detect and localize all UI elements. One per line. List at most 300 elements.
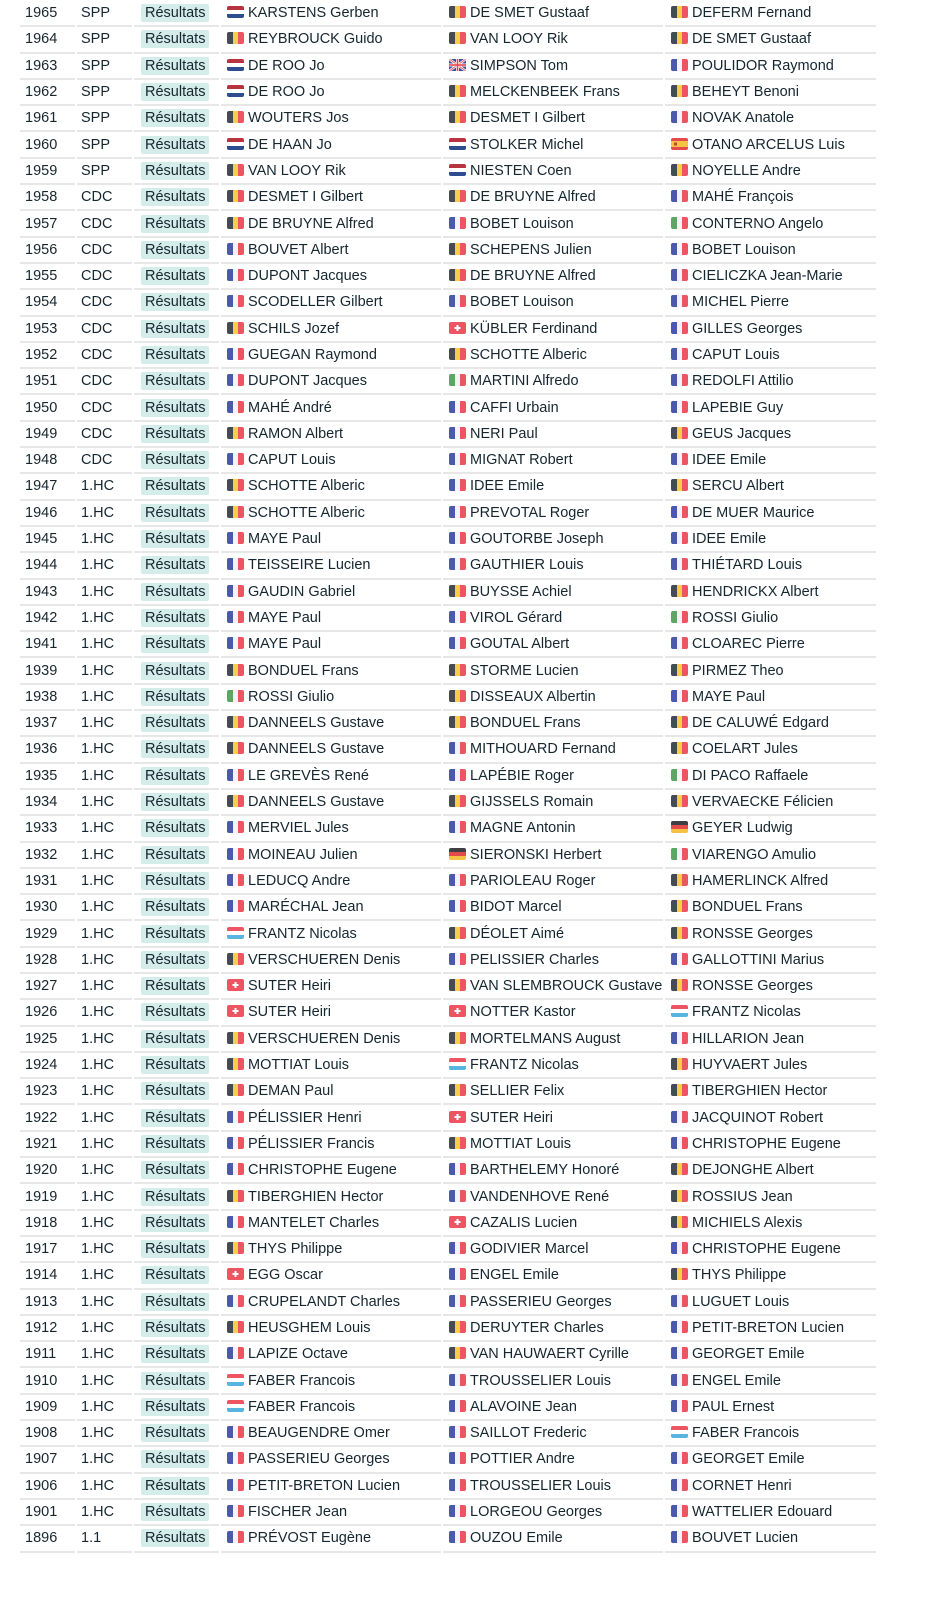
results-link[interactable]: Résultats	[141, 241, 209, 259]
rider-name-link[interactable]: VIARENGO Amulio	[692, 846, 817, 863]
results-link[interactable]: Résultats	[141, 1240, 209, 1258]
category-cell: SPP	[77, 27, 132, 53]
rider-name-link[interactable]: CIELICZKA Jean-Marie	[692, 268, 843, 285]
results-link[interactable]: Résultats	[141, 556, 209, 574]
rider-cell-rank-1	[221, 501, 441, 527]
rider-name-link[interactable]: FRANTZ Nicolas	[470, 1057, 579, 1074]
rider-name-link[interactable]: PASSERIEU Georges	[470, 1293, 612, 1310]
rider-name-link[interactable]: GOUTORBE Joseph	[470, 531, 604, 548]
rider-name-link[interactable]: SERCU Albert	[692, 478, 784, 495]
rider-name-link[interactable]: BEHEYT Benoni	[692, 84, 799, 101]
rider-name-link[interactable]: MOTTIAT Louis	[470, 1135, 571, 1152]
rider-name-link[interactable]: KARSTENS Gerben	[248, 5, 379, 22]
rider-name-link[interactable]: GEUS Jacques	[692, 425, 792, 442]
results-link[interactable]: Résultats	[141, 136, 209, 154]
results-link[interactable]: Résultats	[141, 1135, 209, 1153]
rider-name-link[interactable]: ENGEL Emile	[692, 1372, 781, 1389]
rider-name-link[interactable]: SIERONSKI Herbert	[470, 846, 602, 863]
results-link[interactable]: Résultats	[141, 1372, 209, 1390]
rider-name-link[interactable]: MAYE Paul	[692, 688, 766, 705]
rider-name-link[interactable]: TIBERGHIEN Hector	[692, 1083, 828, 1100]
rider-name-link[interactable]: IDEE Emile	[692, 452, 767, 469]
rider-name-link[interactable]: THYS Philippe	[248, 1241, 343, 1258]
france-flag-icon	[671, 1479, 688, 1491]
results-link[interactable]: Résultats	[141, 1398, 209, 1416]
rider-cell-rank-3	[665, 474, 876, 500]
rider-name-link[interactable]: DE BRUYNE Alfred	[470, 189, 596, 206]
rider-name-link[interactable]: GAUTHIER Louis	[470, 557, 584, 574]
rider-name-link[interactable]: SUTER Heiri	[470, 1109, 553, 1126]
belgium-flag-icon	[449, 190, 466, 202]
results-cell	[134, 1, 219, 27]
rider-name-link[interactable]: SCHOTTE Alberic	[470, 347, 587, 363]
results-cell	[134, 1342, 219, 1368]
rider-name-link[interactable]: LAPÉBIE Roger	[470, 767, 574, 784]
rider-name-link[interactable]: BIDOT Marcel	[470, 899, 562, 916]
results-link[interactable]: Résultats	[141, 399, 209, 417]
rider-name-link[interactable]: BONDUEL Frans	[692, 899, 803, 916]
rider-name-link[interactable]: MARTINI Alfredo	[470, 373, 579, 390]
results-link[interactable]: Résultats	[141, 530, 209, 548]
rider-name-link[interactable]: TROUSSELIER Louis	[470, 1372, 612, 1389]
rider-name-link[interactable]: FISCHER Jean	[248, 1504, 348, 1521]
rider-name-link[interactable]: GOUTAL Albert	[470, 636, 570, 653]
rider-name-link[interactable]: ROSSIUS Jean	[692, 1188, 793, 1205]
results-link[interactable]: Résultats	[141, 583, 209, 601]
results-cell	[134, 1053, 219, 1079]
results-cell	[134, 843, 219, 869]
rider-name-link[interactable]: SCODELLER Gilbert	[248, 294, 383, 311]
france-flag-icon	[227, 1111, 244, 1123]
results-link[interactable]: Résultats	[141, 1503, 209, 1521]
category-cell: 1.HC	[77, 1211, 132, 1237]
results-link[interactable]: Résultats	[141, 767, 209, 785]
rider-name-link[interactable]: IDEE Emile	[470, 478, 545, 495]
results-link[interactable]: Résultats	[141, 109, 209, 127]
results-link[interactable]: Résultats	[141, 635, 209, 653]
results-link[interactable]: Résultats	[141, 425, 209, 443]
rider-name-link[interactable]: CRUPELANDT Charles	[248, 1293, 401, 1310]
rider-name-link[interactable]: FABER Francois	[248, 1398, 356, 1415]
rider-name-link[interactable]: PETIT-BRETON Lucien	[248, 1477, 401, 1494]
results-link[interactable]: Résultats	[141, 1477, 209, 1495]
rider-name-link[interactable]: CHRISTOPHE Eugene	[692, 1135, 841, 1152]
results-cell	[134, 1263, 219, 1289]
results-table	[18, 1, 878, 1553]
results-link[interactable]: Résultats	[141, 1082, 209, 1100]
rider-name-link[interactable]: BOBET Louison	[692, 241, 796, 258]
results-link[interactable]: Résultats	[141, 504, 209, 522]
rider-name-link[interactable]: MAGNE Antonin	[470, 820, 576, 837]
results-link[interactable]: Résultats	[141, 898, 209, 916]
rider-name-link[interactable]: MOINEAU Julien	[248, 846, 358, 863]
results-cell	[134, 527, 219, 553]
rider-name-link[interactable]: JACQUINOT Robert	[692, 1109, 824, 1126]
rider-name-link[interactable]: DE BRUYNE Alfred	[248, 215, 374, 232]
rider-name-link[interactable]: PÉLISSIER Henri	[248, 1109, 362, 1126]
rider-name-link[interactable]: EGG Oscar	[248, 1267, 323, 1284]
rider-name-link[interactable]: FRANTZ Nicolas	[248, 925, 357, 942]
rider-name-link[interactable]: OTANO ARCELUS Luis	[692, 136, 845, 153]
results-link[interactable]: Résultats	[141, 714, 209, 732]
rider-name-link[interactable]: BOBET Louison	[470, 294, 574, 311]
table-row	[20, 1132, 876, 1158]
year-cell: 1960	[20, 132, 75, 158]
rider-name-link[interactable]: REDOLFI Attilio	[692, 373, 794, 390]
year-cell: 1948	[20, 448, 75, 474]
results-link[interactable]: Résultats	[141, 188, 209, 206]
rider-name-link[interactable]: SAILLOT Frederic	[470, 1425, 587, 1442]
rider-cell-rank-1	[221, 238, 441, 264]
rider-name-link[interactable]: LEDUCQ Andre	[248, 872, 351, 889]
rider-name-link[interactable]: HEUSGHEM Louis	[248, 1319, 371, 1336]
results-link[interactable]: Résultats	[141, 1161, 209, 1179]
rider-name-link[interactable]: BUYSSE Achiel	[470, 583, 572, 600]
results-cell	[134, 1000, 219, 1026]
rider-name-link[interactable]: HAMERLINCK Alfred	[692, 872, 829, 889]
rider-name-link[interactable]: THYS Philippe	[692, 1267, 787, 1284]
rider-cell-rank-1	[221, 1421, 441, 1447]
results-link[interactable]: Résultats	[141, 872, 209, 890]
rider-name-link[interactable]: DÉOLET Aimé	[470, 925, 565, 942]
results-link[interactable]: Résultats	[141, 609, 209, 627]
rider-name-link[interactable]: CHRISTOPHE Eugene	[692, 1241, 841, 1258]
rider-cell-rank-1	[221, 1395, 441, 1421]
rider-cell-rank-3	[665, 422, 876, 448]
rider-cell-rank-3	[665, 1500, 876, 1526]
rider-name-link[interactable]: VERSCHUEREN Denis	[248, 1030, 401, 1047]
results-link[interactable]: Résultats	[141, 451, 209, 469]
rider-name-link[interactable]: CAZALIS Lucien	[470, 1214, 578, 1231]
results-link[interactable]: Résultats	[141, 951, 209, 969]
rider-name-link[interactable]: MICHEL Pierre	[692, 294, 789, 311]
rider-name-link[interactable]: MANTELET Charles	[248, 1214, 380, 1231]
rider-name-link[interactable]: DE MUER Maurice	[692, 504, 815, 521]
results-link[interactable]: Résultats	[141, 1450, 209, 1468]
rider-name-link[interactable]: PASSERIEU Georges	[248, 1451, 390, 1468]
rider-name-link[interactable]: MAYE Paul	[248, 531, 322, 548]
results-link[interactable]: Résultats	[141, 1109, 209, 1127]
rider-name-link[interactable]: ROSSI Giulio	[248, 688, 335, 705]
rider-name-link[interactable]: LUGUET Louis	[692, 1293, 790, 1310]
table-row	[20, 185, 876, 211]
rider-name-link[interactable]: BOUVET Lucien	[692, 1530, 799, 1547]
rider-name-link[interactable]: DE ROO Jo	[248, 57, 325, 74]
rider-name-link[interactable]: GALLOTTINI Marius	[692, 951, 825, 968]
results-link[interactable]: Résultats	[141, 1529, 209, 1547]
rider-cell-rank-3	[665, 80, 876, 106]
rider-name-link[interactable]: TROUSSELIER Louis	[470, 1477, 612, 1494]
rider-name-link[interactable]: RAMON Albert	[248, 425, 344, 442]
results-link[interactable]: Résultats	[141, 1345, 209, 1363]
france-flag-icon	[449, 1531, 466, 1543]
rider-name-link[interactable]: MELCKENBEEK Frans	[470, 84, 620, 101]
rider-name-link[interactable]: DE CALUWÉ Edgard	[692, 715, 829, 732]
results-cell	[134, 1105, 219, 1131]
belgium-flag-icon	[449, 269, 466, 281]
rider-name-link[interactable]: VERVAECKE Félicien	[692, 794, 834, 811]
rider-name-link[interactable]: MAYE Paul	[248, 636, 322, 653]
rider-name-link[interactable]: PETIT-BRETON Lucien	[692, 1319, 845, 1336]
rider-name-link[interactable]: PAUL Ernest	[692, 1398, 775, 1415]
category-cell: 1.HC	[77, 711, 132, 737]
rider-name-link[interactable]: TIBERGHIEN Hector	[248, 1188, 384, 1205]
rider-name-link[interactable]: FABER Francois	[692, 1425, 800, 1442]
rider-name-link[interactable]: VAN LOOY Rik	[248, 162, 346, 179]
results-link[interactable]: Résultats	[141, 1030, 209, 1048]
rider-name-link[interactable]: FRANTZ Nicolas	[692, 1004, 801, 1021]
netherlands-flag-icon	[227, 59, 244, 71]
results-link[interactable]: Résultats	[141, 688, 209, 706]
results-link[interactable]: Résultats	[141, 662, 209, 680]
rider-name-link[interactable]: SCHOTTE Alberic	[248, 504, 365, 521]
rider-name-link[interactable]: THIÉTARD Louis	[692, 557, 803, 574]
rider-name-link[interactable]: HILLARION Jean	[692, 1030, 805, 1047]
table-row	[20, 317, 876, 343]
rider-name-link[interactable]: PELISSIER Charles	[470, 951, 599, 968]
rider-name-link[interactable]: VANDENHOVE René	[470, 1188, 610, 1205]
results-link[interactable]: Résultats	[141, 819, 209, 837]
rider-name-link[interactable]: RONSSE Georges	[692, 978, 813, 995]
rider-name-link[interactable]: DE SMET Gustaaf	[692, 31, 811, 48]
rider-name-link[interactable]: SCHILS Jozef	[248, 320, 340, 337]
rider-name-link[interactable]: LORGEOU Georges	[470, 1504, 603, 1521]
belgium-flag-icon	[671, 164, 688, 176]
rider-cell-rank-1	[221, 1211, 441, 1237]
rider-name-link[interactable]: CLOAREC Pierre	[692, 636, 805, 653]
rider-name-link[interactable]: PRÉVOST Eugène	[248, 1530, 372, 1547]
results-link[interactable]: Résultats	[141, 83, 209, 101]
year-cell: 1926	[20, 1000, 75, 1026]
italy-flag-icon	[671, 611, 688, 623]
rider-name-link[interactable]: MORTELMANS August	[470, 1030, 621, 1047]
results-link[interactable]: Résultats	[141, 925, 209, 943]
rider-name-link[interactable]: GILLES Georges	[692, 320, 803, 337]
rider-name-link[interactable]: DANNEELS Gustave	[248, 741, 385, 758]
rider-name-link[interactable]: PARIOLEAU Roger	[470, 872, 596, 889]
rider-name-link[interactable]: DE HAAN Jo	[248, 136, 332, 153]
rider-name-link[interactable]: SELLIER Felix	[470, 1083, 565, 1100]
rider-name-link[interactable]: TEISSEIRE Lucien	[248, 557, 371, 574]
france-flag-icon	[449, 637, 466, 649]
rider-name-link[interactable]: BONDUEL Frans	[470, 715, 581, 732]
rider-cell-rank-2	[443, 632, 663, 658]
results-link[interactable]: Résultats	[141, 977, 209, 995]
rider-name-link[interactable]: GEORGET Emile	[692, 1451, 805, 1468]
results-link[interactable]: Résultats	[141, 320, 209, 338]
results-link[interactable]: Résultats	[141, 30, 209, 48]
rider-cell-rank-1	[221, 790, 441, 816]
rider-name-link[interactable]: NOYELLE Andre	[692, 162, 801, 179]
rider-name-link[interactable]: PREVOTAL Roger	[470, 504, 590, 521]
rider-name-link[interactable]: DESMET I Gilbert	[470, 110, 585, 127]
rider-name-link[interactable]: DISSEAUX Albertin	[470, 688, 596, 705]
rider-name-link[interactable]: MAHÉ André	[248, 399, 332, 416]
rider-name-link[interactable]: CHRISTOPHE Eugene	[248, 1162, 397, 1179]
results-link[interactable]: Résultats	[141, 372, 209, 390]
results-link[interactable]: Résultats	[141, 477, 209, 495]
results-link[interactable]: Résultats	[141, 215, 209, 233]
rider-name-link[interactable]: CAPUT Louis	[692, 347, 780, 363]
rider-name-link[interactable]: LE GREVÈS René	[248, 767, 369, 784]
rider-name-link[interactable]: MERVIEL Jules	[248, 820, 349, 837]
rider-name-link[interactable]: SUTER Heiri	[248, 1004, 331, 1021]
rider-name-link[interactable]: STOLKER Michel	[470, 136, 584, 153]
rider-name-link[interactable]: GAUDIN Gabriel	[248, 583, 356, 600]
rider-cell-rank-3	[665, 1526, 876, 1552]
rider-name-link[interactable]: DESMET I Gilbert	[248, 189, 363, 206]
rider-name-link[interactable]: DANNEELS Gustave	[248, 715, 385, 732]
rider-name-link[interactable]: GEORGET Emile	[692, 1346, 805, 1363]
rider-name-link[interactable]: DUPONT Jacques	[248, 268, 367, 285]
rider-name-link[interactable]: SCHOTTE Alberic	[248, 478, 365, 495]
category-cell: 1.HC	[77, 501, 132, 527]
rider-name-link[interactable]: MIGNAT Robert	[470, 452, 573, 469]
france-flag-icon	[227, 1505, 244, 1517]
rider-name-link[interactable]: MICHIELS Alexis	[692, 1214, 803, 1231]
rider-name-link[interactable]: DUPONT Jacques	[248, 373, 367, 390]
rider-name-link[interactable]: BARTHELEMY Honoré	[470, 1162, 620, 1179]
results-link[interactable]: Résultats	[141, 57, 209, 75]
results-link[interactable]: Résultats	[141, 162, 209, 180]
results-link[interactable]: Résultats	[141, 846, 209, 864]
rider-name-link[interactable]: SIMPSON Tom	[470, 57, 569, 74]
rider-name-link[interactable]: NERI Paul	[470, 425, 538, 442]
rider-name-link[interactable]: VAN SLEMBROUCK Gustave	[470, 978, 663, 995]
rider-name-link[interactable]: SUTER Heiri	[248, 978, 331, 995]
rider-name-link[interactable]: NOVAK Anatole	[692, 110, 795, 127]
results-link[interactable]: Résultats	[141, 1188, 209, 1206]
rider-name-link[interactable]: DE SMET Gustaaf	[470, 5, 589, 22]
rider-name-link[interactable]: DEMAN Paul	[248, 1083, 334, 1100]
rider-name-link[interactable]: HUYVAERT Jules	[692, 1057, 808, 1074]
results-link[interactable]: Résultats	[141, 1266, 209, 1284]
results-link[interactable]: Résultats	[141, 1214, 209, 1232]
rider-name-link[interactable]: DE ROO Jo	[248, 84, 325, 101]
rider-name-link[interactable]: DEJONGHE Albert	[692, 1162, 814, 1179]
rider-cell-rank-3	[665, 606, 876, 632]
belgium-flag-icon	[227, 111, 244, 123]
results-link[interactable]: Résultats	[141, 4, 209, 22]
table-row	[20, 106, 876, 132]
results-link[interactable]: Résultats	[141, 793, 209, 811]
rider-name-link[interactable]: VAN LOOY Rik	[470, 31, 568, 48]
rider-name-link[interactable]: COELART Jules	[692, 741, 798, 758]
rider-name-link[interactable]: SCHEPENS Julien	[470, 241, 592, 258]
rider-name-link[interactable]: LAPIZE Octave	[248, 1346, 348, 1363]
rider-name-link[interactable]: FABER Francois	[248, 1372, 356, 1389]
rider-name-link[interactable]: BOBET Louison	[470, 215, 574, 232]
rider-name-link[interactable]: PÉLISSIER Francis	[248, 1135, 375, 1152]
rider-name-link[interactable]: CONTERNO Angelo	[692, 215, 824, 232]
rider-name-link[interactable]: KÜBLER Ferdinand	[470, 320, 598, 337]
rider-name-link[interactable]: DANNEELS Gustave	[248, 794, 385, 811]
rider-name-link[interactable]: ROSSI Giulio	[692, 609, 779, 626]
results-link[interactable]: Résultats	[141, 1319, 209, 1337]
results-cell	[134, 159, 219, 185]
rider-name-link[interactable]: OUZOU Emile	[470, 1530, 563, 1547]
rider-name-link[interactable]: GODIVIER Marcel	[470, 1241, 589, 1258]
results-link[interactable]: Résultats	[141, 740, 209, 758]
rider-name-link[interactable]: MARÉCHAL Jean	[248, 899, 364, 916]
rider-cell-rank-3	[665, 1000, 876, 1026]
year-cell: 1961	[20, 106, 75, 132]
rider-name-link[interactable]: GEYER Ludwig	[692, 820, 793, 837]
results-link[interactable]: Résultats	[141, 267, 209, 285]
results-link[interactable]: Résultats	[141, 1424, 209, 1442]
belgium-flag-icon	[671, 85, 688, 97]
rider-name-link[interactable]: BEAUGENDRE Omer	[248, 1425, 390, 1442]
rider-cell-rank-3	[665, 238, 876, 264]
rider-name-link[interactable]: REYBROUCK Guido	[248, 31, 383, 48]
rider-name-link[interactable]: BOUVET Albert	[248, 241, 349, 258]
rider-name-link[interactable]: RONSSE Georges	[692, 925, 813, 942]
france-flag-icon	[227, 848, 244, 860]
rider-name-link[interactable]: PIRMEZ Theo	[692, 662, 784, 679]
rider-name-link[interactable]: STORME Lucien	[470, 662, 579, 679]
rider-cell-rank-1	[221, 474, 441, 500]
results-cell	[134, 54, 219, 80]
rider-name-link[interactable]: POULIDOR Raymond	[692, 57, 834, 74]
results-cell	[134, 1132, 219, 1158]
rider-name-link[interactable]: DEFERM Fernand	[692, 5, 812, 22]
rider-name-link[interactable]: LAPEBIE Guy	[692, 399, 784, 416]
rider-name-link[interactable]: VAN HAUWAERT Cyrille	[470, 1346, 629, 1363]
rider-name-link[interactable]: ALAVOINE Jean	[470, 1398, 577, 1415]
rider-cell-rank-2	[443, 553, 663, 579]
results-link[interactable]: Résultats	[141, 346, 209, 364]
rider-name-link[interactable]: VIROL Gérard	[470, 609, 563, 626]
rider-name-link[interactable]: WOUTERS Jos	[248, 110, 349, 127]
rider-name-link[interactable]: NIESTEN Coen	[470, 162, 572, 179]
rider-name-link[interactable]: BONDUEL Frans	[248, 662, 359, 679]
rider-name-link[interactable]: GIJSSELS Romain	[470, 794, 594, 811]
france-flag-icon	[227, 821, 244, 833]
rider-name-link[interactable]: CAFFI Urbain	[470, 399, 559, 416]
results-link[interactable]: Résultats	[141, 1293, 209, 1311]
rider-name-link[interactable]: DI PACO Raffaele	[692, 767, 809, 784]
results-link[interactable]: Résultats	[141, 1003, 209, 1021]
rider-name-link[interactable]: CORNET Henri	[692, 1477, 792, 1494]
results-link[interactable]: Résultats	[141, 293, 209, 311]
rider-name-link[interactable]: WATTELIER Edouard	[692, 1504, 833, 1521]
rider-name-link[interactable]: DERUYTER Charles	[470, 1319, 604, 1336]
rider-name-link[interactable]: ENGEL Emile	[470, 1267, 559, 1284]
rider-name-link[interactable]: DE BRUYNE Alfred	[470, 268, 596, 285]
rider-name-link[interactable]: HENDRICKX Albert	[692, 583, 819, 600]
rider-name-link[interactable]: MAHÉ François	[692, 189, 794, 206]
france-flag-icon	[671, 374, 688, 386]
rider-name-link[interactable]: IDEE Emile	[692, 531, 767, 548]
year-cell: 1931	[20, 869, 75, 895]
france-flag-icon	[227, 769, 244, 781]
table-row	[20, 343, 876, 369]
rider-name-link[interactable]: NOTTER Kastor	[470, 1004, 576, 1021]
rider-name-link[interactable]: POTTIER Andre	[470, 1451, 575, 1468]
rider-name-link[interactable]: CAPUT Louis	[248, 452, 336, 469]
rider-name-link[interactable]: MOTTIAT Louis	[248, 1057, 349, 1074]
rider-name-link[interactable]: MAYE Paul	[248, 609, 322, 626]
year-cell: 1944	[20, 553, 75, 579]
results-link[interactable]: Résultats	[141, 1056, 209, 1074]
rider-cell-rank-2	[443, 1105, 663, 1131]
italy-flag-icon	[671, 769, 688, 781]
rider-name-link[interactable]: MITHOUARD Fernand	[470, 741, 616, 758]
rider-name-link[interactable]: GUEGAN Raymond	[248, 347, 377, 363]
belgium-flag-icon	[671, 979, 688, 991]
rider-name-link[interactable]: VERSCHUEREN Denis	[248, 951, 401, 968]
category-cell: 1.HC	[77, 527, 132, 553]
